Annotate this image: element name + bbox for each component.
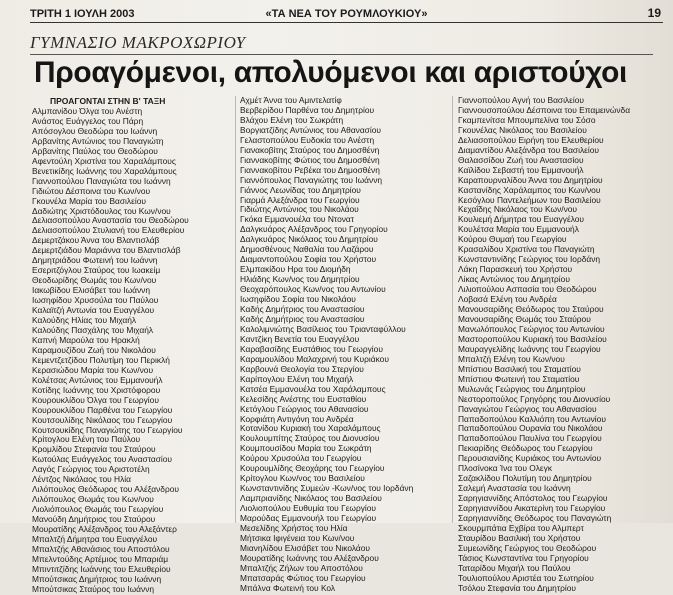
student-name: Κούρου Θυμαή του Γεωργίου (458, 234, 567, 245)
page-header (30, 6, 663, 23)
student-name: Πεκιαρίδης Θεόδωρος του Γεωργίου (458, 443, 593, 454)
student-name: Γιαννοπούλου Αγνή του Βασιλείου (458, 95, 584, 105)
student-name: Γιαννακοβίτης Φώτιος του Δημοσθένη (240, 154, 380, 165)
student-name: Λιολιοπούλου Ευθυμία του Γεωργίου (240, 503, 377, 514)
student-name: Μπούτσικας Δημήτριος του Ιωάννη (32, 573, 162, 584)
student-name: Μήτσικα Ιφιγένεια του Κων/νου (240, 532, 355, 543)
student-name: Μπελντούδης Αρτέμιος του Μπαριάμ (32, 553, 169, 564)
student-name: Βοργιατζίδης Αντώνιος του Αθανασίου (240, 124, 381, 135)
student-name: Ηλιάδης Κων/νος του Δημητρίου (240, 274, 360, 285)
student-name: Κωνσταντινίδης Συμεών -Κων/νος του Ιορδάνη (240, 483, 414, 494)
student-name: Δελιασοπούλου Στυλιανή του Ελευθερίου (32, 225, 185, 236)
student-name: Κουρουκλίδου Όλγα του Γεωργίου (32, 394, 159, 405)
student-name: Καπνή Μαρούλα του Ηρακλή (32, 334, 140, 345)
student-name: Μαρούδας Εμμανουήλ του Γεωργίου (240, 513, 377, 524)
student-name: Τάσιος Κωνσταντίνα του Γρηγορίου (458, 552, 589, 563)
student-name: Κετόγλου Γεώργιος του Αθανασίου (240, 403, 369, 414)
student-name: Λαγός Γεώργιος του Αριστοτέλη (32, 464, 150, 475)
student-name: Δημητριάδου Φωτεινή του Ιωάννη (32, 255, 158, 266)
student-name: Γιάννος Λεωνίδας του Δημητρίου (240, 184, 361, 195)
student-name: Νεστοροπούλος Γρηγόρης του Διονυσίου (458, 393, 611, 404)
student-name: Μπαλτζής Αθανάσιος του Αποστόλου (32, 543, 170, 554)
issue-date: ΤΡΙΤΗ 1 ΙΟΥΛΗ 2003 (30, 8, 135, 20)
student-name: Διαμαντίδου Αλεξάνδρα του Βασιλείου (458, 144, 599, 155)
student-name: Ταταρίδου Μιχαήλ του Παύλου (458, 562, 571, 573)
student-name: Κεχαΐδης Νικόλαος του Κων/νου (458, 204, 578, 215)
student-name: Καδής Δημήτριος του Αναστασίου (240, 304, 365, 315)
student-name: Σαρηγιαννίδης Απόστολος του Γεωργίου (458, 493, 608, 504)
student-name: Ιωσηφίδου Χρυσούλα του Παύλου (32, 295, 159, 306)
student-name: Λιολιόπουλος Θωμάς του Γεωργίου (32, 504, 164, 515)
student-name: Γιαρμά Αλεξάνδρα του Γεωργίου (240, 194, 360, 205)
student-name: Δεμερτζάκου Άννα του Βλαντισλάβ (32, 235, 160, 246)
school-name-kicker: ΓΥΜΝΑΣΙΟ ΜΑΚΡΟΧΩΡΙΟΥ (30, 33, 246, 52)
student-name: Βενετικίδης Ιωάννης του Χαραλάμπους (32, 165, 177, 176)
student-name: Λιλόπουλος Θωμάς του Κων/νου (32, 494, 154, 505)
student-name: Λίκας Αντώνιος του Δημητρίου (458, 274, 570, 285)
student-name: Λάκη Παρασκευή του Χρήστου (458, 264, 573, 275)
student-name: Μπαλτζής Ζήλων του Αποστόλου (240, 562, 363, 573)
student-name: Μπάλνα Φωτεινή του Κολ (240, 582, 336, 593)
student-name: Μαυραγγελίδης Ιωάννης του Γεωργίου (458, 343, 601, 354)
student-name: Κουλουμπίτης Σταύρος του Διονυσίου (240, 433, 380, 444)
student-name: Καραβασίδης Ευστάθιος του Γεωργίου (240, 343, 383, 354)
student-name: Κοτίδης Ιωάννης του Χριστόφορου (32, 384, 161, 395)
student-name: Μπιντιτζίδης Ιωάννης του Ελευθερίου (32, 563, 171, 574)
student-name: Κρομλίδου Στεφανία του Σταύρου (32, 444, 156, 455)
student-name: Μουρατίδης Ιωάννης του Αλέξανδρου (240, 552, 379, 563)
student-name: Λιλόπουλος Θεόδωρος του Αλέξανδρου (32, 484, 179, 495)
student-name: Γιαννοπούλου Παναγιώτα του Ιωάννη (32, 175, 171, 186)
student-name: Καντζίκη Βενετία του Ευαγγέλου (240, 333, 360, 344)
student-name: Απόσογλου Θεοδώρα του Ιωάννη (32, 125, 158, 136)
student-name: Καρβουνά Θεολογία του Στεργίου (240, 363, 364, 374)
student-name: Σαρηγιαννίδου Αικατερίνη του Γεωργίου (458, 503, 606, 514)
student-name: Εσεριτζόγλου Σταύρος του Ιωακείμ (32, 265, 161, 276)
student-name: Σαρηγιαννίδης Θεόδωρος του Παναγιώτη (458, 513, 612, 524)
student-name: Πλοσίνοκα Ίνα του Ολεγκ (458, 463, 553, 474)
student-name: Γιαννακοβίτου Ρεβέκα του Δημοσθένη (240, 164, 380, 175)
student-name: Μανωλόπουλος Γεώργιος του Αντωνίου (458, 323, 605, 334)
student-name: Γελαστοπούλου Ευδοκία του Ανέστη (240, 134, 375, 145)
student-name: Καλούδης Πασχάλης του Μιχαήλ (32, 324, 154, 335)
student-name: Γκαμπενίτσα Μπουμπελίνα του Σόσο (458, 114, 596, 125)
student-name: Γκουνέλας Νικόλαος του Βασιλείου (458, 124, 587, 135)
student-name: Κορφιάτη Αντιγόνη του Ανδρέα (240, 413, 354, 424)
student-name: Μανουσαρίδης Θωμάς του Σταύρου (458, 313, 591, 324)
student-name: Θαλασσίδου Ζωή του Αναστασίου (458, 154, 584, 165)
student-name: Κρίτογλου Κων/νος του Βασιλείου (240, 473, 365, 484)
student-name: Κεμεντζετζίδου Πολυτίμη του Περικλή (32, 354, 170, 365)
student-name: Καραμουζίδου Ζωή του Νικολάου (32, 344, 156, 355)
student-name: Μανούδη Δημήτριος του Σταύρου (32, 514, 156, 525)
student-name: Κωτούλας Ευάγγελος του Αναστασίου (32, 454, 173, 465)
student-name: Αρβανίτης Παύλος του Θεοδώρου (32, 145, 158, 156)
student-name: Καδής Δημήτριος του Αναστασίου (240, 313, 365, 324)
student-name: Βλάχου Ελένη του Σωκράτη (240, 114, 344, 125)
column-3 (458, 95, 663, 593)
student-name: Δαδιώτης Χριστόδουλος του Κων/νου (32, 205, 171, 216)
student-name: Γιδιώτου Δέσποινα του Κων/νου (32, 185, 151, 196)
student-name: Μιανηλίδου Ελισάβετ του Νικολάου (240, 542, 371, 553)
student-name: Κοτανίδου Κυριακή του Χαραλάμπους (240, 423, 381, 434)
student-name: Γκουνέλα Μαρία του Βασιλείου (32, 195, 146, 206)
student-name: Παπαδοπούλου Παυλίνα του Γεωργίου (458, 433, 602, 444)
student-name: Μαστοροπούλου Κυριακή του Βασιλείου (458, 333, 607, 344)
student-name: Μυλωνάς Γεώργιος του Δημητρίου (458, 383, 586, 394)
student-name: Αφεντούλη Χριστίνα του Χαραλάμπους (32, 155, 176, 166)
student-name: Γιαννόπουλος Παναγιώτης του Ιωάννη (240, 174, 383, 185)
student-name: Ελμπακίδου Ηρα του Διομήδη (240, 264, 351, 275)
student-name: Κρίτογλου Ελένη του Παύλου (32, 434, 141, 445)
student-name: Θεοχαρόπουλος Κων/νος του Αντωνίου (240, 284, 386, 295)
student-name: Κελεσίδης Ανέστης του Ευσταθίου (240, 393, 367, 404)
column-1 (30, 96, 230, 594)
student-name: Μπίστιου Φωτεινή του Σταματίου (458, 373, 580, 384)
student-name: Κατσέα Εμμανουέλα του Χαράλαμπους (240, 383, 386, 394)
student-name: Κωνσταντινίδης Γεώργιος του Ιορδάνη (458, 254, 601, 265)
student-name: Μπατσαράς Φώτιος του Γεωργίου (240, 572, 366, 583)
student-name: Κουτσουκίδης Παναγιώτης του Γεωργίου (32, 424, 183, 435)
student-name: Σταυρίδου Βασιλική του Χρήστου (458, 532, 581, 543)
article-title: Προαγόμενοι, απολυόμενοι και αριστούχοι (34, 56, 628, 89)
student-name: Αχμέτ Άννα του Αμιντελατίφ (240, 95, 342, 105)
student-name: Αλμπανίδου Όλγα του Ανέστη (32, 106, 143, 116)
student-name: Γιδιώτης Αντώνιος του Νικολάου (240, 204, 359, 215)
student-name: Τσόλου Στεφανία του Δημητρίου (458, 582, 576, 593)
student-name: Σαζακλίδου Πολυτίμη του Δημητρίου (458, 473, 592, 484)
student-name: Θεοδωρίδης Θωμάς του Κων/νου (32, 275, 157, 286)
student-name: Μανουσαρίδης Θεόδωρος του Σταύρου (458, 304, 604, 315)
student-name: Καραμουλίδου Μαλαχρινή του Κυριάκου (240, 353, 389, 364)
masthead: «ΤΑ ΝΕΑ ΤΟΥ ΡΟΥΜΛΟΥΚΙΟΥ» (265, 8, 428, 20)
student-name: Κουρουμλίδης Θεοχάρης του Γεωργίου (240, 463, 385, 474)
student-name: Τουλιοπούλου Αριστέα του Σωτηρίου (458, 572, 594, 583)
student-name: Καϊλίδου Σεβαστή του Εμμανουήλ (458, 164, 584, 175)
student-name: Γκόκα Εμμανουέλα του Ντονατ (240, 214, 355, 225)
page-number: 19 (647, 6, 661, 20)
section-heading: ΠΡΟΑΓΟΝΤΑΙ ΣΤΗΝ Β' ΤΑΞΗ (50, 96, 166, 106)
student-name: Λέντζος Νικόλαος του Ηλία (32, 474, 131, 485)
student-name: Κερασιώδου Μαρία του Κων/νου (32, 364, 154, 375)
student-name: Λιλιοπούλου Ασπασία του Θεοδώρου (458, 284, 597, 295)
student-name: Ανάστος Ευάγγελος του Πάρη (32, 115, 144, 126)
student-name: Δημοσθένους Ναθαλία του Λαζάρου (240, 244, 374, 255)
student-name: Καλούδης Ηλίας του Μιχαήλ (32, 315, 137, 326)
student-name: Μπαλτζή Ελένη του Κων/νου (458, 353, 565, 364)
student-name: Διαμαντοπούλου Σοφία του Χρήστου (240, 254, 377, 265)
student-name: Κουλέτσα Μαρία του Εμμανουήλ (458, 224, 579, 235)
student-name: Μουρατίδης Αλέξανδρος του Αλεξάντερ (32, 524, 177, 535)
student-name: Ιακωβίδου Ελισάβετ του Ιωάννη (32, 285, 151, 296)
student-name: Σκουρμπάτια Εχβίρα του Αλμπερτ (458, 522, 584, 533)
student-name: Κεσόγλου Παντελεήμων του Βασιλείου (458, 194, 601, 205)
student-name: Δελιασοπούλου Ειρήνη του Ελευθερίου (458, 134, 604, 145)
student-name: Δαλγκυάρος Νικόλαος του Δημητρίου (240, 234, 378, 245)
student-name: Καρίπογλου Ελένη του Μιχαήλ (240, 373, 354, 384)
student-name: Μπαλτζή Δήμητρα του Ευαγγέλου (32, 533, 158, 544)
student-name: Λοβασά Ελένη του Ανδρέα (458, 294, 557, 305)
student-name: Παπαδοπούλου Ουρανία του Νικολάου (458, 423, 603, 434)
student-name: Αρβανίτης Αντώνιος του Παναγιώτη (32, 135, 164, 146)
student-name: Δελιασοπούλου Αναστασία του Θεοδώρου (32, 215, 189, 226)
student-name: Κουλιεμή Δήμητρα του Ευαγγέλου (458, 214, 584, 225)
student-name: Καστανίδης Χαράλαμπος του Κων/νου (458, 184, 601, 195)
student-name: Παπαδοπούλου Καλλιόπη του Αντωνίου (458, 413, 606, 424)
student-name: Κουτσουλίδης Νικόλαος του Γεωργίου (32, 414, 173, 425)
student-name: Καλαϊτζή Αντωνία του Ευαγγέλου (32, 305, 155, 316)
column-2 (240, 95, 445, 593)
student-name: Κουμπουσίδου Μαρία του Σωκράτη (240, 443, 372, 454)
student-name: Δεμερτζιάδου Μαριάννα του Βλαντισλάβ (32, 245, 181, 256)
student-name: Μπούτσικας Σταύρος του Ιωάννη (32, 583, 155, 594)
student-name: Δαλγκυάρος Αλέξανδρος του Γρηγορίου (240, 224, 388, 235)
kicker-rule (30, 54, 653, 55)
student-name: Κολέτσας Αντώνιος του Εμμανουήλ (32, 374, 163, 385)
student-name: Παναγιώτου Γεώργιος του Αθανασίου (458, 403, 597, 414)
student-name: Περουσιανίδης Κυριάκος του Αντωνίου (458, 453, 602, 464)
student-name: Κρασαλίδου Χριστίνα του Παναγιώτη (458, 244, 595, 255)
student-name: Καραπουρναλίδου Άννα του Δημητρίου (458, 174, 603, 185)
student-name: Κουρουκλίδου Παρθένα του Γεωργίου (32, 404, 173, 415)
student-name: Λαμπριανίδης Νικόλαος του Βασιλείου (240, 493, 382, 504)
student-list-columns (30, 95, 659, 594)
student-name: Βερβερίδου Παρθένα του Δημητρίου (240, 104, 375, 115)
student-name: Γιαννουσοπούλου Δέσποινα του Επαμεινώνδα (458, 104, 631, 115)
student-name: Κούρου Χρυσούλα του Γεωργίου (240, 453, 362, 464)
student-name: Σαλεμή Αναστασία του Ιωάννη (458, 483, 571, 494)
student-name: Ιωσηφίδου Σοφία του Νικολάου (240, 294, 356, 305)
student-name: Μεσελίδης Χρήστος του Ηλία (240, 522, 348, 533)
student-name: Συμεωνίδης Γεώργιος του Θεοδώρου (458, 542, 597, 553)
student-name: Καλολιμνιώτης Βασίλειος του Τριανταφύλλου (240, 323, 406, 334)
student-name: Γιανακοβίτης Σταύρος του Δημοσθένη (240, 144, 380, 155)
student-name: Μπίστιου Βασιλική του Σταματίου (458, 363, 581, 374)
